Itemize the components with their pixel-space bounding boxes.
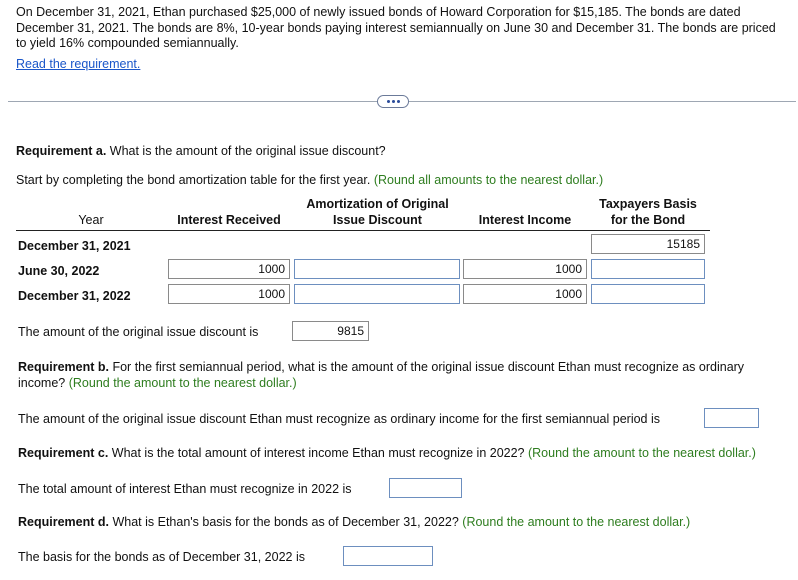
col-header-amortization-line2: Issue Discount bbox=[333, 213, 422, 227]
problem-statement bbox=[16, 5, 786, 52]
read-requirement-link[interactable]: Read the requirement. bbox=[16, 57, 141, 71]
requirement-b-label: Requirement b. bbox=[18, 360, 109, 374]
requirement-b-question bbox=[18, 360, 788, 391]
col-header-basis-line1: Taxpayers Basis bbox=[599, 197, 697, 211]
requirement-a-instruction bbox=[16, 173, 603, 188]
basis-field-jun-2022[interactable] bbox=[591, 259, 705, 279]
requirement-a-question bbox=[16, 144, 386, 159]
col-header-amortization-line1: Amortization of Original bbox=[306, 197, 449, 211]
requirement-c-question bbox=[18, 446, 756, 461]
basis-field-dec-2022[interactable] bbox=[591, 284, 705, 304]
requirement-d-text: What is Ethan's basis for the bonds as of December 31, 2022? bbox=[109, 515, 463, 529]
requirement-c-label: Requirement c. bbox=[18, 446, 109, 460]
row-label-dec-2022: December 31, 2022 bbox=[18, 289, 131, 303]
requirement-a-text: What is the amount of the original issue discount? bbox=[106, 144, 386, 158]
answer-a-prompt: The amount of the original issue discount is bbox=[18, 325, 259, 339]
table-header-rule bbox=[16, 230, 710, 231]
instruction-text: Start by completing the bond amortization table for the first year. bbox=[16, 173, 374, 187]
answer-d-prompt: The basis for the bonds as of December 31, 2022 is bbox=[18, 550, 305, 564]
total-interest-input[interactable] bbox=[389, 478, 462, 498]
requirement-d-question bbox=[18, 515, 690, 530]
original-issue-discount-input[interactable]: 9815 bbox=[292, 321, 369, 341]
rounding-note: (Round the amount to the nearest dollar.) bbox=[68, 375, 297, 390]
col-header-year: Year bbox=[78, 213, 104, 227]
interest-income-field-jun-2022[interactable]: 1000 bbox=[463, 259, 587, 279]
basis-2022-input[interactable] bbox=[343, 546, 433, 566]
rounding-note: (Round the amount to the nearest dollar.) bbox=[462, 515, 691, 529]
requirement-d-label: Requirement d. bbox=[18, 515, 109, 529]
rounding-note: (Round the amount to the nearest dollar.) bbox=[527, 446, 756, 460]
amortization-field-jun-2022[interactable] bbox=[294, 259, 460, 279]
ellipsis-dot-icon bbox=[392, 100, 395, 103]
answer-b-prompt: The amount of the original issue discount Ethan must recognize as ordinary income for the first semiannual period is bbox=[18, 412, 660, 426]
problem-text: On December 31, 2021, Ethan purchased $25,000 of newly issued bonds of Howard Corporation for $15,185. The bonds are dated December 31, 2021. The bonds are 8%, 10-year bonds paying interest semiannually on June 30 and December 31. The bonds are priced to yield 16% compounded semiannually. bbox=[16, 5, 776, 50]
first-period-oid-input[interactable] bbox=[704, 408, 759, 428]
col-header-interest-received: Interest Received bbox=[177, 213, 281, 227]
basis-field-dec-2021[interactable]: 15185 bbox=[591, 234, 705, 254]
interest-received-field-dec-2022[interactable]: 1000 bbox=[168, 284, 290, 304]
requirement-c-text: What is the total amount of interest income Ethan must recognize in 2022? bbox=[108, 446, 528, 460]
more-options-button[interactable] bbox=[377, 95, 409, 108]
ellipsis-dot-icon bbox=[397, 100, 400, 103]
interest-income-field-dec-2022[interactable]: 1000 bbox=[463, 284, 587, 304]
interest-received-field-jun-2022[interactable]: 1000 bbox=[168, 259, 290, 279]
requirement-a-label: Requirement a. bbox=[16, 144, 107, 158]
row-label-dec-2021: December 31, 2021 bbox=[18, 239, 131, 253]
requirement-b-text: For the first semiannual period, what is the amount of the original issue discount Ethan must recognize as ordinary income? bbox=[18, 360, 745, 390]
col-header-basis-line2: for the Bond bbox=[610, 213, 686, 227]
ellipsis-dot-icon bbox=[387, 100, 390, 103]
row-label-jun-2022: June 30, 2022 bbox=[18, 264, 100, 278]
answer-c-prompt: The total amount of interest Ethan must recognize in 2022 is bbox=[18, 482, 352, 496]
amortization-field-dec-2022[interactable] bbox=[294, 284, 460, 304]
col-header-interest-income: Interest Income bbox=[478, 213, 572, 227]
rounding-note: (Round all amounts to the nearest dollar.) bbox=[373, 173, 604, 187]
